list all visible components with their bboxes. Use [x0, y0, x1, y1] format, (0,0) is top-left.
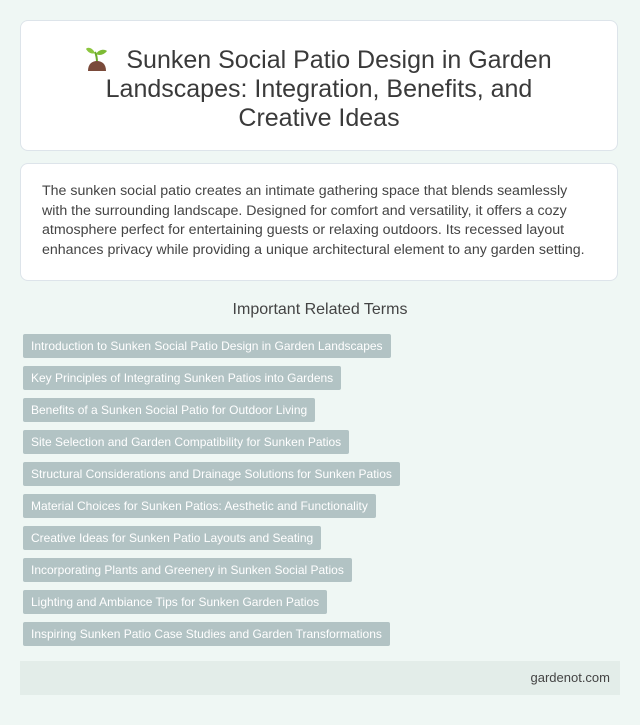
related-term-tag[interactable]: Inspiring Sunken Patio Case Studies and Garden Transformations [23, 622, 390, 646]
related-term-tag[interactable]: Lighting and Ambiance Tips for Sunken Garden Patios [23, 590, 327, 614]
related-term-tag[interactable]: Introduction to Sunken Social Patio Design in Garden Landscapes [23, 334, 391, 358]
related-term-tag[interactable]: Incorporating Plants and Greenery in Sunken Social Patios [23, 558, 352, 582]
page-title-text: Sunken Social Patio Design in Garden Landscapes: Integration, Benefits, and Creative Ideas [105, 46, 552, 132]
related-term-tag[interactable]: Site Selection and Garden Compatibility for Sunken Patios [23, 430, 349, 454]
title-card [20, 20, 618, 151]
footer-site-link[interactable]: gardenot.com [530, 670, 610, 685]
footer [20, 661, 620, 695]
page-title [21, 45, 617, 133]
related-terms-list [23, 334, 400, 654]
related-terms-heading: Important Related Terms [232, 301, 408, 318]
related-term-tag[interactable]: Key Principles of Integrating Sunken Patios into Gardens [23, 366, 341, 390]
related-term-tag[interactable]: Creative Ideas for Sunken Patio Layouts and Seating [23, 526, 321, 550]
related-term-tag[interactable]: Benefits of a Sunken Social Patio for Outdoor Living [23, 398, 315, 422]
description-card [20, 163, 618, 281]
related-term-tag[interactable]: Material Choices for Sunken Patios: Aesthetic and Functionality [23, 494, 376, 518]
seedling-icon [86, 45, 108, 71]
description-text: The sunken social patio creates an intimate gathering space that blends seamlessly with the surrounding landscape. Designed for comfort and versatility, it offers a cozy atmosphere perfect for entertaining guests or relaxing outdoors. Its recessed layout enhances privacy while providing a unique architectural element to any garden setting. [42, 183, 585, 258]
related-term-tag[interactable]: Structural Considerations and Drainage Solutions for Sunken Patios [23, 462, 400, 486]
